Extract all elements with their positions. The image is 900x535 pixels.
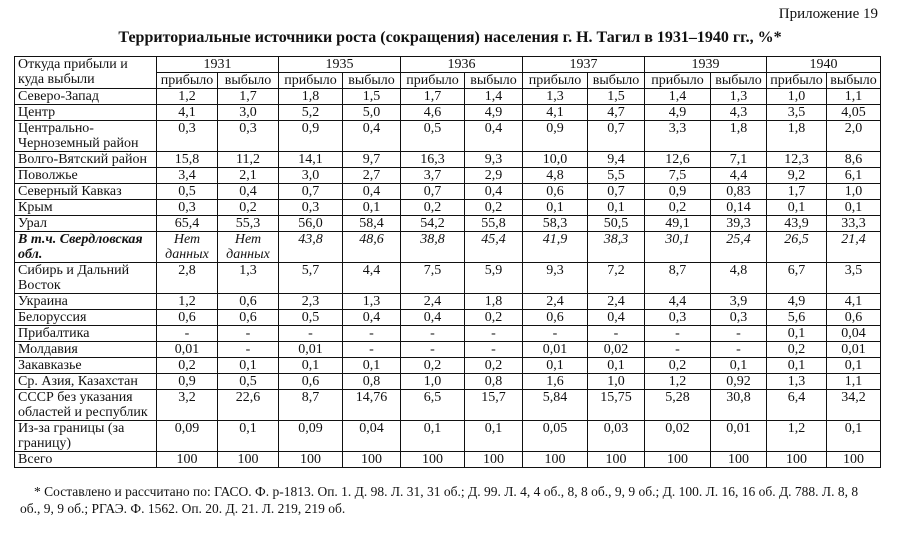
value-cell: 0,1 <box>523 200 588 216</box>
arrived-header: прибыло <box>523 73 588 89</box>
value-cell: 0,2 <box>218 200 279 216</box>
value-cell: 0,9 <box>523 121 588 152</box>
departed-header: выбыло <box>218 73 279 89</box>
value-cell: 0,6 <box>218 294 279 310</box>
arrived-header: прибыло <box>401 73 465 89</box>
value-cell: 0,4 <box>588 310 645 326</box>
value-cell: 0,6 <box>523 184 588 200</box>
value-cell: 2,9 <box>465 168 523 184</box>
value-cell: 26,5 <box>767 232 827 263</box>
value-cell: 0,3 <box>218 121 279 152</box>
value-cell: - <box>157 326 218 342</box>
value-cell: 41,9 <box>523 232 588 263</box>
value-cell: 4,05 <box>827 105 881 121</box>
value-cell: 56,0 <box>279 216 343 232</box>
value-cell: 15,8 <box>157 152 218 168</box>
arrived-header: прибыло <box>157 73 218 89</box>
value-cell: - <box>218 342 279 358</box>
value-cell: 0,01 <box>157 342 218 358</box>
value-cell: 0,6 <box>218 310 279 326</box>
value-cell: 0,4 <box>343 121 401 152</box>
value-cell: 0,2 <box>401 200 465 216</box>
value-cell: 15,7 <box>465 390 523 421</box>
value-cell: 2,4 <box>401 294 465 310</box>
value-cell: 12,6 <box>645 152 711 168</box>
year-header: 1937 <box>523 57 645 73</box>
value-cell: 0,9 <box>645 184 711 200</box>
value-cell: 0,8 <box>465 374 523 390</box>
value-cell: 6,7 <box>767 263 827 294</box>
value-cell: 4,9 <box>465 105 523 121</box>
value-cell: 0,3 <box>711 310 767 326</box>
value-cell: 0,01 <box>827 342 881 358</box>
value-cell: 0,1 <box>767 200 827 216</box>
arrived-header: прибыло <box>279 73 343 89</box>
value-cell: 65,4 <box>157 216 218 232</box>
value-cell: 1,5 <box>588 89 645 105</box>
value-cell: 0,6 <box>827 310 881 326</box>
table-row <box>15 326 881 342</box>
value-cell: 100 <box>401 452 465 468</box>
value-cell: 11,2 <box>218 152 279 168</box>
value-cell: 1,3 <box>218 263 279 294</box>
value-cell: 100 <box>218 452 279 468</box>
value-cell: 1,8 <box>465 294 523 310</box>
departed-header: выбыло <box>588 73 645 89</box>
table-row <box>15 294 881 310</box>
value-cell: 4,6 <box>401 105 465 121</box>
value-cell: 4,9 <box>645 105 711 121</box>
row-label: Молдавия <box>15 342 157 358</box>
value-cell: 6,1 <box>827 168 881 184</box>
value-cell: 2,7 <box>343 168 401 184</box>
row-label: Центр <box>15 105 157 121</box>
value-cell: 100 <box>711 452 767 468</box>
value-cell: 8,7 <box>645 263 711 294</box>
value-cell: 4,9 <box>767 294 827 310</box>
value-cell: 0,2 <box>767 342 827 358</box>
row-label: В т.ч. Свердловская обл. <box>15 232 157 263</box>
value-cell: 0,4 <box>218 184 279 200</box>
table-row <box>15 452 881 468</box>
table-row <box>15 216 881 232</box>
year-header: 1940 <box>767 57 881 73</box>
value-cell: 5,28 <box>645 390 711 421</box>
value-cell: 0,6 <box>523 310 588 326</box>
value-cell: 4,1 <box>157 105 218 121</box>
value-cell: 58,4 <box>343 216 401 232</box>
value-cell: 1,6 <box>523 374 588 390</box>
table-row <box>15 184 881 200</box>
row-label: Волго-Вятский район <box>15 152 157 168</box>
departed-header: выбыло <box>465 73 523 89</box>
appendix-label: Приложение 19 <box>778 6 878 22</box>
value-cell: 0,1 <box>588 200 645 216</box>
value-cell: 0,1 <box>827 358 881 374</box>
value-cell: - <box>465 326 523 342</box>
value-cell: 0,1 <box>827 200 881 216</box>
value-cell: 1,0 <box>588 374 645 390</box>
value-cell: 0,5 <box>401 121 465 152</box>
value-cell: - <box>645 326 711 342</box>
value-cell: 2,0 <box>827 121 881 152</box>
row-label: Центрально-Черноземный район <box>15 121 157 152</box>
value-cell: 100 <box>588 452 645 468</box>
table-row <box>15 168 881 184</box>
value-cell: 25,4 <box>711 232 767 263</box>
value-cell: 49,1 <box>645 216 711 232</box>
value-cell: 1,4 <box>465 89 523 105</box>
value-cell: 30,1 <box>645 232 711 263</box>
value-cell: 7,2 <box>588 263 645 294</box>
footnote: * Составлено и рассчитано по: ГАСО. Ф. р-1813. Оп. 1. Д. 98. Л. 31, 31 об.; Д. 99. Л. 4, 4 об., 8, 8 об., 9, 9 об.; Д. 100. Л. 16, 16 об. Д. 788. Л. 8, 8 об., 9, 9 об.; РГАЭ. Ф. 1562. Оп. 20. Д. 21. Л. 219, 219 об. <box>20 484 859 516</box>
table-row <box>15 105 881 121</box>
value-cell: 15,75 <box>588 390 645 421</box>
value-cell: 34,2 <box>827 390 881 421</box>
value-cell: 48,6 <box>343 232 401 263</box>
value-cell: 43,9 <box>767 216 827 232</box>
value-cell: 0,7 <box>401 184 465 200</box>
value-cell: 2,4 <box>523 294 588 310</box>
value-cell: 3,2 <box>157 390 218 421</box>
value-cell: 100 <box>523 452 588 468</box>
value-cell: - <box>588 326 645 342</box>
value-cell: Нет данных <box>218 232 279 263</box>
value-cell: 3,3 <box>645 121 711 152</box>
value-cell: 1,0 <box>827 184 881 200</box>
value-cell: 5,6 <box>767 310 827 326</box>
value-cell: 4,4 <box>711 168 767 184</box>
value-cell: 5,9 <box>465 263 523 294</box>
departed-header: выбыло <box>827 73 881 89</box>
value-cell: 1,2 <box>767 421 827 452</box>
value-cell: 1,4 <box>645 89 711 105</box>
value-cell: 0,2 <box>401 358 465 374</box>
value-cell: 6,4 <box>767 390 827 421</box>
value-cell: 12,3 <box>767 152 827 168</box>
table-row <box>15 310 881 326</box>
value-cell: 1,3 <box>523 89 588 105</box>
value-cell: 5,5 <box>588 168 645 184</box>
value-cell: Нет данных <box>157 232 218 263</box>
value-cell: 3,9 <box>711 294 767 310</box>
value-cell: 0,1 <box>465 421 523 452</box>
table-row <box>15 342 881 358</box>
value-cell: 0,1 <box>218 358 279 374</box>
value-cell: 0,04 <box>343 421 401 452</box>
value-cell: 0,1 <box>279 358 343 374</box>
departed-header: выбыло <box>343 73 401 89</box>
value-cell: 0,1 <box>343 200 401 216</box>
value-cell: 100 <box>827 452 881 468</box>
value-cell: 5,0 <box>343 105 401 121</box>
value-cell: 0,2 <box>157 358 218 374</box>
table-row <box>15 121 881 152</box>
value-cell: 1,5 <box>343 89 401 105</box>
value-cell: 0,3 <box>645 310 711 326</box>
value-cell: 4,8 <box>711 263 767 294</box>
value-cell: 1,3 <box>711 89 767 105</box>
year-header: 1936 <box>401 57 523 73</box>
value-cell: 0,09 <box>279 421 343 452</box>
value-cell: 2,4 <box>588 294 645 310</box>
year-header-row <box>15 57 881 73</box>
value-cell: - <box>343 326 401 342</box>
value-cell: - <box>401 342 465 358</box>
value-cell: 1,0 <box>767 89 827 105</box>
value-cell: 1,0 <box>401 374 465 390</box>
value-cell: 5,7 <box>279 263 343 294</box>
value-cell: 7,5 <box>645 168 711 184</box>
value-cell: 0,7 <box>588 184 645 200</box>
departed-header: выбыло <box>711 73 767 89</box>
value-cell: 8,6 <box>827 152 881 168</box>
table-row <box>15 358 881 374</box>
value-cell: 0,3 <box>279 200 343 216</box>
arrived-header: прибыло <box>645 73 711 89</box>
value-cell: 3,5 <box>827 263 881 294</box>
value-cell: - <box>523 326 588 342</box>
value-cell: 100 <box>343 452 401 468</box>
value-cell: 0,04 <box>827 326 881 342</box>
table-body <box>15 89 881 468</box>
value-cell: 1,7 <box>767 184 827 200</box>
value-cell: 45,4 <box>465 232 523 263</box>
value-cell: 1,2 <box>157 294 218 310</box>
value-cell: 0,2 <box>645 200 711 216</box>
value-cell: 3,0 <box>279 168 343 184</box>
table-row <box>15 390 881 421</box>
value-cell: 0,02 <box>645 421 711 452</box>
value-cell: 0,8 <box>343 374 401 390</box>
value-cell: 0,14 <box>711 200 767 216</box>
value-cell: 3,7 <box>401 168 465 184</box>
table-row <box>15 421 881 452</box>
row-label: Поволжье <box>15 168 157 184</box>
value-cell: 0,3 <box>157 121 218 152</box>
value-cell: 100 <box>279 452 343 468</box>
arrived-header: прибыло <box>767 73 827 89</box>
row-label: Крым <box>15 200 157 216</box>
table-row <box>15 152 881 168</box>
value-cell: 3,5 <box>767 105 827 121</box>
value-cell: 1,1 <box>827 89 881 105</box>
value-cell: 100 <box>645 452 711 468</box>
value-cell: - <box>218 326 279 342</box>
value-cell: 0,01 <box>711 421 767 452</box>
row-label: Сибирь и Дальний Восток <box>15 263 157 294</box>
value-cell: 0,1 <box>218 421 279 452</box>
value-cell: 0,09 <box>157 421 218 452</box>
value-cell: - <box>343 342 401 358</box>
table-row <box>15 232 881 263</box>
value-cell: 100 <box>465 452 523 468</box>
value-cell: 1,8 <box>279 89 343 105</box>
value-cell: 0,05 <box>523 421 588 452</box>
row-label: Ср. Азия, Казахстан <box>15 374 157 390</box>
table-row <box>15 374 881 390</box>
value-cell: 1,7 <box>401 89 465 105</box>
value-cell: 3,0 <box>218 105 279 121</box>
value-cell: 30,8 <box>711 390 767 421</box>
value-cell: 2,1 <box>218 168 279 184</box>
row-label: Из-за границы (за границу) <box>15 421 157 452</box>
value-cell: 4,1 <box>523 105 588 121</box>
value-cell: 2,3 <box>279 294 343 310</box>
value-cell: 0,9 <box>157 374 218 390</box>
value-cell: 9,3 <box>523 263 588 294</box>
value-cell: 9,2 <box>767 168 827 184</box>
value-cell: 21,4 <box>827 232 881 263</box>
value-cell: 0,5 <box>218 374 279 390</box>
value-cell: - <box>711 342 767 358</box>
table-row <box>15 200 881 216</box>
value-cell: 0,2 <box>645 358 711 374</box>
value-cell: 54,2 <box>401 216 465 232</box>
value-cell: 1,3 <box>343 294 401 310</box>
row-label: Урал <box>15 216 157 232</box>
value-cell: 0,4 <box>343 184 401 200</box>
value-cell: 1,3 <box>767 374 827 390</box>
value-cell: - <box>465 342 523 358</box>
value-cell: 2,8 <box>157 263 218 294</box>
value-cell: 0,2 <box>465 358 523 374</box>
value-cell: 55,8 <box>465 216 523 232</box>
value-cell: 1,7 <box>218 89 279 105</box>
value-cell: 22,6 <box>218 390 279 421</box>
value-cell: 0,1 <box>588 358 645 374</box>
value-cell: 16,3 <box>401 152 465 168</box>
value-cell: 9,7 <box>343 152 401 168</box>
value-cell: 100 <box>157 452 218 468</box>
value-cell: 0,1 <box>711 358 767 374</box>
value-cell: 4,1 <box>827 294 881 310</box>
value-cell: 0,5 <box>157 184 218 200</box>
value-cell: 0,1 <box>767 358 827 374</box>
value-cell: 4,8 <box>523 168 588 184</box>
row-label: Всего <box>15 452 157 468</box>
value-cell: 55,3 <box>218 216 279 232</box>
value-cell: 0,2 <box>465 200 523 216</box>
row-label: Северо-Запад <box>15 89 157 105</box>
value-cell: 0,6 <box>279 374 343 390</box>
value-cell: - <box>279 326 343 342</box>
value-cell: 4,3 <box>711 105 767 121</box>
value-cell: 0,4 <box>465 184 523 200</box>
value-cell: 0,9 <box>279 121 343 152</box>
value-cell: 0,4 <box>343 310 401 326</box>
population-sources-table <box>14 56 881 468</box>
value-cell: 0,3 <box>157 200 218 216</box>
value-cell: 39,3 <box>711 216 767 232</box>
value-cell: - <box>401 326 465 342</box>
value-cell: 9,4 <box>588 152 645 168</box>
table-row <box>15 89 881 105</box>
value-cell: 1,8 <box>711 121 767 152</box>
row-label: Закавказье <box>15 358 157 374</box>
row-label: Украина <box>15 294 157 310</box>
value-cell: 38,3 <box>588 232 645 263</box>
value-cell: 0,01 <box>523 342 588 358</box>
value-cell: 0,6 <box>157 310 218 326</box>
value-cell: 0,01 <box>279 342 343 358</box>
value-cell: 5,2 <box>279 105 343 121</box>
corner-header-cell: Откуда прибыли и куда выбыли <box>15 57 157 89</box>
value-cell: 100 <box>767 452 827 468</box>
table-row <box>15 263 881 294</box>
value-cell: 7,1 <box>711 152 767 168</box>
value-cell: 33,3 <box>827 216 881 232</box>
value-cell: 0,1 <box>523 358 588 374</box>
value-cell: 1,1 <box>827 374 881 390</box>
row-label: Белоруссия <box>15 310 157 326</box>
value-cell: 1,2 <box>645 374 711 390</box>
value-cell: 0,03 <box>588 421 645 452</box>
value-cell: 0,92 <box>711 374 767 390</box>
value-cell: 6,5 <box>401 390 465 421</box>
value-cell: 58,3 <box>523 216 588 232</box>
value-cell: 14,76 <box>343 390 401 421</box>
year-header: 1939 <box>645 57 767 73</box>
value-cell: 38,8 <box>401 232 465 263</box>
value-cell: 0,7 <box>588 121 645 152</box>
value-cell: 0,4 <box>401 310 465 326</box>
value-cell: 0,5 <box>279 310 343 326</box>
year-header: 1935 <box>279 57 401 73</box>
value-cell: 0,4 <box>465 121 523 152</box>
value-cell: 4,4 <box>343 263 401 294</box>
value-cell: 1,8 <box>767 121 827 152</box>
value-cell: 50,5 <box>588 216 645 232</box>
value-cell: 1,2 <box>157 89 218 105</box>
row-label: СССР без указания областей и республик <box>15 390 157 421</box>
value-cell: 0,1 <box>343 358 401 374</box>
value-cell: 4,7 <box>588 105 645 121</box>
value-cell: 0,02 <box>588 342 645 358</box>
value-cell: 0,1 <box>401 421 465 452</box>
value-cell: - <box>711 326 767 342</box>
year-header: 1931 <box>157 57 279 73</box>
value-cell: 0,2 <box>465 310 523 326</box>
value-cell: 14,1 <box>279 152 343 168</box>
value-cell: 0,1 <box>827 421 881 452</box>
value-cell: 0,7 <box>279 184 343 200</box>
value-cell: 43,8 <box>279 232 343 263</box>
value-cell: 3,4 <box>157 168 218 184</box>
row-label: Северный Кавказ <box>15 184 157 200</box>
value-cell: 7,5 <box>401 263 465 294</box>
value-cell: - <box>645 342 711 358</box>
value-cell: 0,83 <box>711 184 767 200</box>
row-label: Прибалтика <box>15 326 157 342</box>
value-cell: 5,84 <box>523 390 588 421</box>
value-cell: 0,1 <box>767 326 827 342</box>
value-cell: 10,0 <box>523 152 588 168</box>
value-cell: 4,4 <box>645 294 711 310</box>
value-cell: 8,7 <box>279 390 343 421</box>
table-title: Территориальные источники роста (сокращения) населения г. Н. Тагил в 1931–1940 гг., %* <box>118 29 782 46</box>
value-cell: 9,3 <box>465 152 523 168</box>
